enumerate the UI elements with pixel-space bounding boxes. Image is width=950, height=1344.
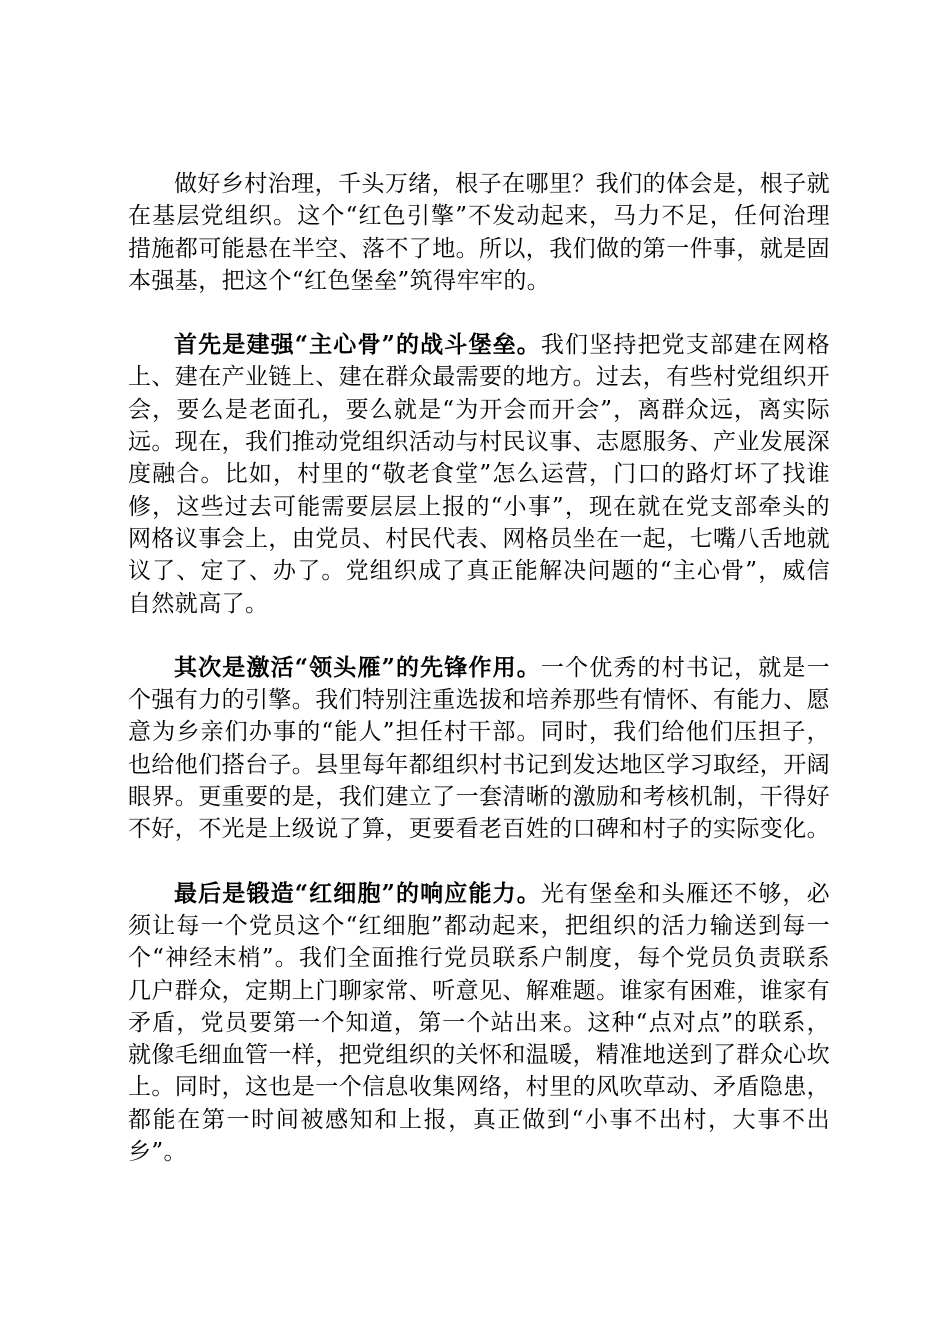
paragraph-red-cell [128, 878, 830, 1169]
paragraph-backbone [128, 329, 830, 620]
paragraph-lead-goose [128, 652, 830, 846]
paragraph-intro [128, 168, 830, 297]
paragraph-text: 一个优秀的村书记，就是一个强有力的引擎。我们特别注重选拔和培养那些有情怀、有能力、愿意为乡亲们办事的“能人”担任村干部。同时，我们给他们压担子，也给他们搭台子。县里每年都组织村书记到发达地区学习取经，开阔眼界。更重要的是，我们建立了一套清晰的激励和考核机制，干得好不好，不光是上级说了算，更要看老百姓的口碑和村子的实际变化。 [128, 654, 830, 843]
paragraph-lead: 首先是建强“主心骨”的战斗堡垒。 [174, 331, 541, 359]
paragraph-lead: 最后是锻造“红细胞”的响应能力。 [174, 879, 541, 907]
document-body [128, 168, 830, 1200]
paragraph-text: 光有堡垒和头雁还不够，必须让每一个党员这个“红细胞”都动起来，把组织的活力输送到每一个“神经末梢”。我们全面推行党员联系户制度，每个党员负责联系几户群众，定期上门聊家常、听意见、解难题。谁家有困难，谁家有矛盾，党员要第一个知道，第一个站出来。这种“点对点”的联系，就像毛细血管一样，把党组织的关怀和温暖，精准地送到了群众心坎上。同时，这也是一个信息收集网络，村里的风吹草动、矛盾隐患，都能在第一时间被感知和上报，真正做到“小事不出村，大事不出乡”。 [128, 880, 830, 1166]
paragraph-text: 我们坚持把党支部建在网格上、建在产业链上、建在群众最需要的地方。过去，有些村党组织开会，要么是老面孔，要么就是“为开会而开会”，离群众远，离实际远。现在，我们推动党组织活动与村民议事、志愿服务、产业发展深度融合。比如，村里的“敬老食堂”怎么运营，门口的路灯坏了找谁修，这些过去可能需要层层上报的“小事”，现在就在党支部牵头的网格议事会上，由党员、村民代表、网格员坐在一起，七嘴八舌地就议了、定了、办了。党组织成了真正能解决问题的“主心骨”，威信自然就高了。 [128, 332, 830, 617]
paragraph-text: 做好乡村治理，千头万绪，根子在哪里？我们的体会是，根子就在基层党组织。这个“红色引擎”不发动起来，马力不足，任何治理措施都可能悬在半空、落不了地。所以，我们做的第一件事，就是固本强基，把这个“红色堡垒”筑得牢牢的。 [128, 171, 830, 294]
paragraph-lead: 其次是激活“领头雁”的先锋作用。 [174, 653, 541, 681]
